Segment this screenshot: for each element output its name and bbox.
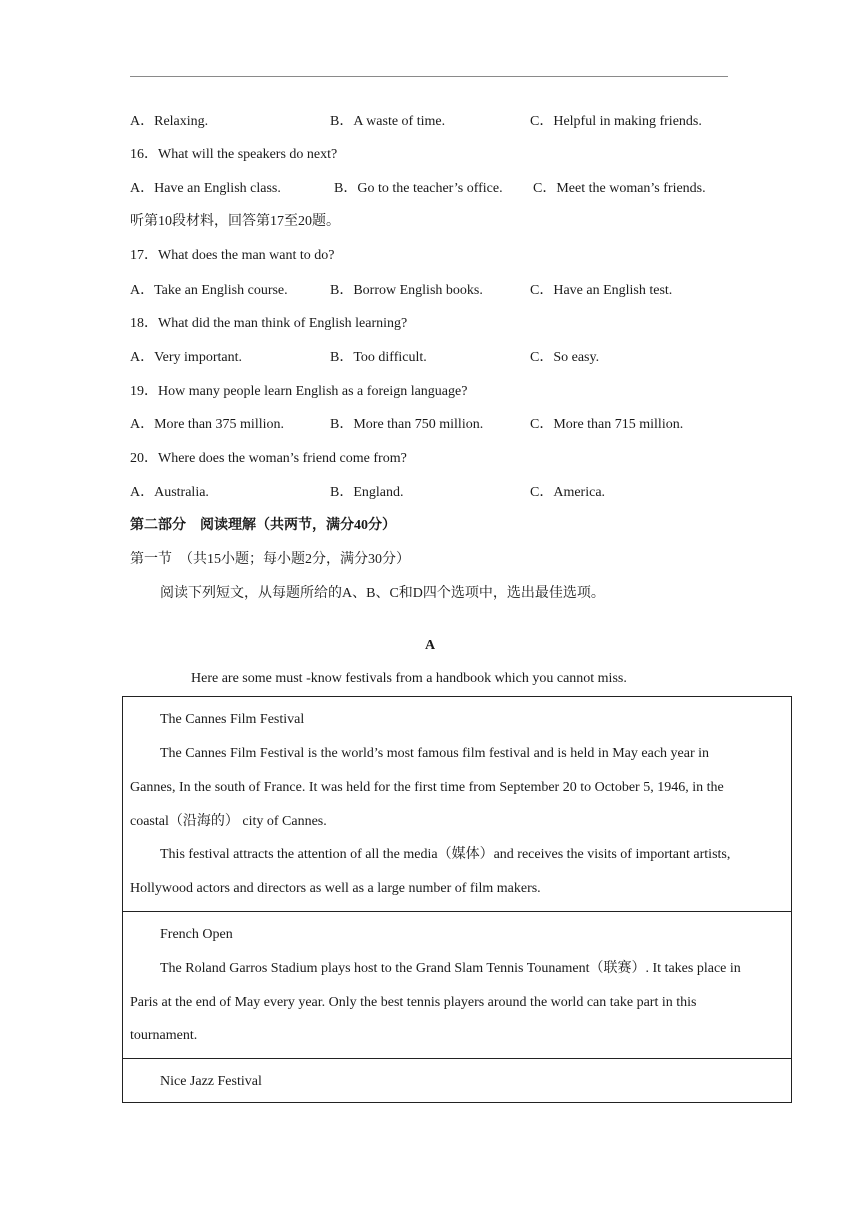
part-title: 第二部分 阅读理解（共两节，满分40分）	[130, 518, 396, 533]
question-20: 20．Where does the woman’s friend come from?	[130, 451, 407, 466]
q18-option-b: B．Too difficult.	[330, 350, 427, 365]
q19-option-b: B．More than 750 million.	[330, 417, 484, 432]
festival-text-line: The Roland Garros Stadium plays host to the Grand Slam Tennis Tounament（联赛）. It takes place in	[160, 961, 741, 976]
q16-option-c: C．Meet the woman’s friends.	[533, 181, 706, 196]
festival-text-line: The Cannes Film Festival is the world’s most famous film festival and is held in May each year in	[160, 746, 710, 761]
instruction: 阅读下列短文，从每题所给的A、B、C和D四个选项中，选出最佳选项。	[160, 586, 605, 601]
q16-option-b: B．Go to the teacher’s office.	[334, 181, 503, 196]
section-note: 听第10段材料，回答第17至20题。	[130, 214, 340, 229]
q15-option-c: C．Helpful in making friends.	[530, 114, 702, 129]
question-18: 18．What did the man think of English learning?	[130, 316, 408, 331]
passage-label: A	[424, 638, 436, 653]
festival-table	[122, 696, 792, 1103]
festival-text-line: Hollywood actors and directors as well as a large number of film makers.	[130, 881, 541, 896]
q18-option-a: A．Very important.	[130, 350, 242, 365]
passage-intro: Here are some must -know festivals from a handbook which you cannot miss.	[191, 671, 627, 686]
q17-option-b: B．Borrow English books.	[330, 283, 483, 298]
q19-option-c: C．More than 715 million.	[530, 417, 684, 432]
q15-option-a: A．Relaxing.	[130, 114, 209, 129]
festival-row-french-open	[123, 911, 791, 1058]
q20-option-b: B．England.	[330, 485, 404, 500]
question-17: 17．What does the man want to do?	[130, 248, 335, 263]
festival-text-line: tournament.	[130, 1028, 198, 1043]
header-rule	[130, 76, 728, 77]
festival-text-line: Gannes, In the south of France. It was held for the first time from September 20 to October 5, 1946, in the	[130, 780, 724, 795]
festival-name: The Cannes Film Festival	[160, 712, 305, 727]
q20-option-a: A．Australia.	[130, 485, 209, 500]
q17-option-c: C．Have an English test.	[530, 283, 673, 298]
festival-name: French Open	[160, 927, 233, 942]
q15-option-b: B．A waste of time.	[330, 114, 446, 129]
q19-option-a: A．More than 375 million.	[130, 417, 284, 432]
festival-name: Nice Jazz Festival	[160, 1074, 262, 1089]
q17-option-a: A．Take an English course.	[130, 283, 288, 298]
question-19: 19．How many people learn English as a foreign language?	[130, 384, 468, 399]
festival-row-nice-jazz	[123, 1058, 791, 1102]
q18-option-c: C．So easy.	[530, 350, 600, 365]
question-16: 16．What will the speakers do next?	[130, 147, 338, 162]
section-title: 第一节 （共15小题；每小题2分，满分30分）	[130, 552, 410, 567]
festival-text-line: Paris at the end of May every year. Only the best tennis players around the world can take part in this	[130, 995, 697, 1010]
festival-text-line: This festival attracts the attention of all the media（媒体）and receives the visits of important artists,	[160, 847, 731, 862]
q16-option-a: A．Have an English class.	[130, 181, 281, 196]
festival-row-cannes	[123, 697, 791, 911]
festival-text-line: coastal（沿海的） city of Cannes.	[130, 814, 327, 829]
q20-option-c: C．America.	[530, 485, 606, 500]
